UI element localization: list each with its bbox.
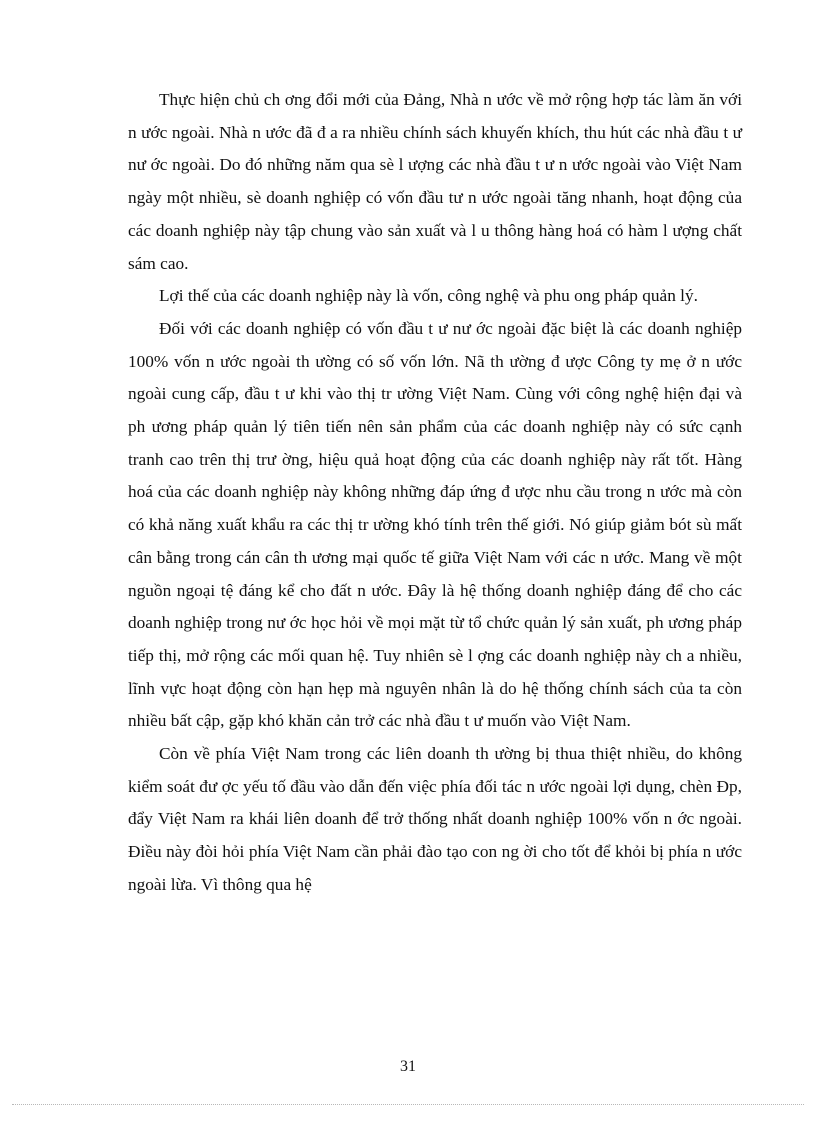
paragraph-2: Lợi thế của các doanh nghiệp này là vốn, công nghệ và phu ong pháp quản lý. <box>159 286 698 306</box>
page-bottom-divider <box>12 1104 804 1105</box>
body-text <box>128 84 742 902</box>
page-number: 31 <box>400 1058 416 1075</box>
paragraph-1: Thực hiện chủ ch ơng đổi mới của Đảng, Nhà n ước về mở rộng hợp tác làm ăn với n ước ngoài. Nhà n ước đã đ a ra nhiều chính sách khuyến khích, thu hút các nhà đầu t ư nư ớc ngoài. Do đó những năm qua sè l ượng các nhà đầu t ư n ước ngoài vào Việt Nam ngày một nhiều, sè doanh nghiệp có vốn đầu tư n ước ngoài tăng nhanh, hoạt động của các doanh nghiệp này tập chung vào sản xuất và l u thông hàng hoá có hàm l ượng chất sám cao. <box>128 90 742 273</box>
paragraph-3: Đối với các doanh nghiệp có vốn đầu t ư nư ớc ngoài đặc biệt là các doanh nghiệp 100% vốn n ước ngoài th ường có số vốn lớn. Nã th ường đ ược Công ty mẹ ở n ước ngoài cung cấp, đầu t ư khi vào thị tr ường Việt Nam. Cùng với công nghệ hiện đại và ph ương pháp quản lý tiên tiến nên sản phẩm của các doanh nghiệp này có sức cạnh tranh cao trên thị trư ờng, hiệu quả hoạt động của các doanh nghiệp này rất tốt. Hàng hoá của các doanh nghiệp này không những đáp ứng đ ược nhu cầu trong n ước mà còn có khả năng xuất khẩu ra các thị tr ường khó tính trên thế giới. Nó giúp giảm bót sù mất cân bằng trong cán cân th ương mại quốc tế giữa Việt Nam với các n ước. Mang về một nguồn ngoại tệ đáng kể cho đất n ước. Đây là hệ thống doanh nghiệp đáng để cho các doanh nghiệp trong nư ớc học hỏi về mọi mặt từ tổ chức quản lý sản xuất, ph ương pháp tiếp thị, mở rộng các mối quan hệ. Tuy nhiên sè l ợng các doanh nghiệp này ch a nhiều, lĩnh vực hoạt động còn hạn hẹp mà nguyên nhân là do hệ thống chính sách của ta còn nhiều bất cập, gặp khó khăn cản trở các nhà đầu t ư muốn vào Việt Nam. <box>128 318 742 731</box>
paragraph-4: Còn về phía Việt Nam trong các liên doanh th ường bị thua thiệt nhiều, do không kiểm soát đư ợc yếu tố đầu vào dẫn đến việc phía đối tác n ước ngoài lợi dụng, chèn Đp, đẩy Việt Nam ra khái liên doanh để trở thống nhất doanh nghiệp 100% vốn n ớc ngoài. Điều này đòi hỏi phía Việt Nam cần phải đào tạo con ng ời cho tốt để khỏi bị phía n ước ngoài lừa. Vì thông qua hệ <box>128 744 742 894</box>
